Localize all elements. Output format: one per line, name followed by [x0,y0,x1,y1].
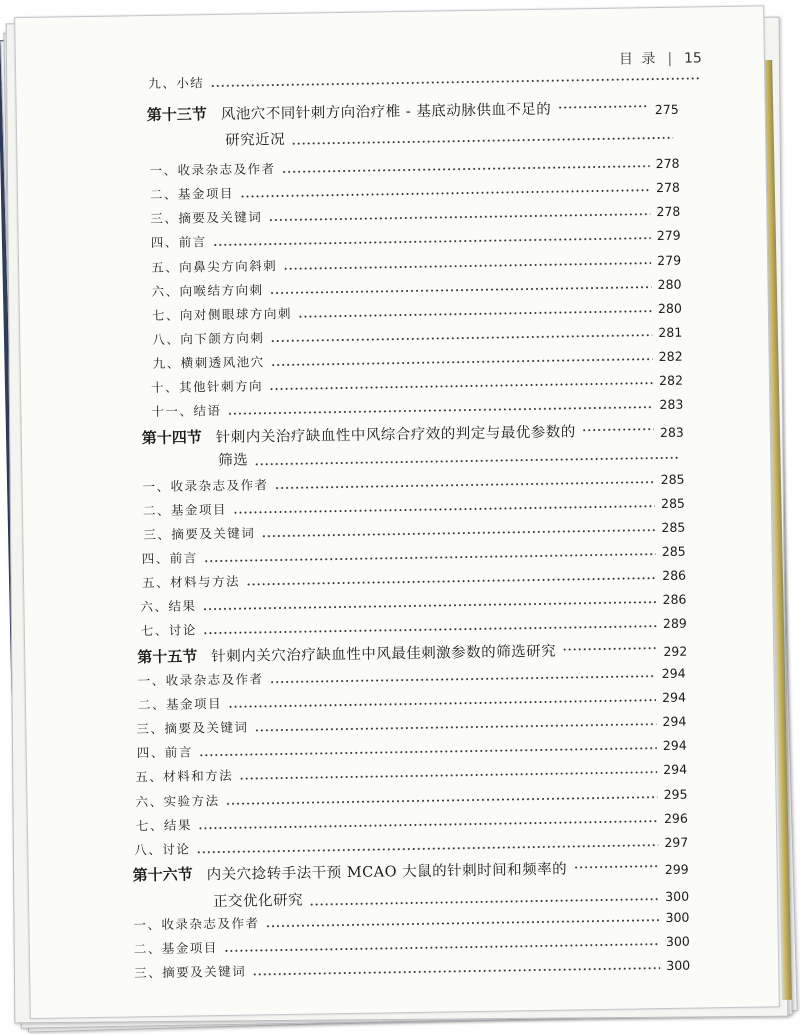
page-number: 299 [664,861,689,878]
toc-entry-row [151,225,681,251]
entry-title: 五、向鼻尖方向斜刺 [151,258,278,276]
page-number: 289 [662,615,687,632]
dot-leader [228,699,656,708]
toc-entry-row [137,663,685,690]
entry-title: 四、前言 [136,744,193,761]
page-number: 294 [661,665,686,682]
toc-entry-row [149,153,679,179]
toc-entry-row [136,711,686,738]
page-number: 285 [661,519,686,536]
page-number: 282 [658,348,683,365]
toc-entry-row [134,931,690,958]
toc-entry-row [151,250,681,276]
page-number: 278 [656,203,681,220]
page-number: 275 [654,101,679,118]
dot-leader [226,796,658,805]
entry-title: 七、讨论 [140,622,197,639]
section-number: 第十四节 [141,428,202,448]
entry-title: 一、收录杂志及作者 [142,477,269,495]
dot-leader [282,165,650,173]
entry-title: 八、向下颌方向刺 [152,330,265,348]
toc-entry-row [135,784,687,811]
toc-entry-row [148,65,706,92]
page-number: 285 [660,471,685,488]
dot-leader [270,286,652,294]
entry-title: 七、向对侧眼球方向刺 [151,305,293,324]
dot-leader [291,137,673,145]
entry-title: 四、前言 [150,234,207,251]
toc-entry-row [138,687,686,714]
dot-leader [203,601,657,610]
dot-leader [196,844,658,853]
toc-entry-row [218,442,684,470]
page-number: 280 [657,276,682,293]
entry-title: 六、向喉结方向刺 [151,282,264,300]
toc-entry-row [136,808,688,835]
entry-title: 八、讨论 [134,841,191,858]
toc-entry-row [134,955,690,982]
entry-title: 九、小结 [148,75,205,92]
dot-leader [254,457,678,466]
page-number: 279 [656,227,681,244]
toc-page [14,5,780,1019]
dot-leader [268,213,650,221]
entry-title: 三、摘要及关键词 [143,525,256,543]
entry-title: 二、基金项目 [133,940,218,957]
page-number: 279 [657,252,682,269]
dot-leader [261,529,655,537]
dot-leader [270,675,656,683]
toc-entry-row [225,122,679,150]
toc-entry-row [152,346,682,372]
page-number: 286 [662,591,687,608]
entry-title: 十一、结语 [151,402,222,420]
dot-leader [227,406,653,415]
entry-title: 一、收录杂志及作者 [133,915,260,933]
dot-leader [582,428,654,431]
dot-leader [198,820,658,829]
section-number: 第十五节 [137,647,198,667]
header-section-title: 目 录 [618,51,658,68]
toc-entry-row [150,177,680,203]
section-number: 第十六节 [132,865,193,885]
section-title-continued: 研究近况 [225,131,286,149]
toc-entry-row [143,517,685,544]
section-title: 针刺内关穴治疗缺血性中风最佳刺激参数的筛选研究 [211,643,557,666]
dot-leader [265,919,659,927]
toc-entry-row [142,469,684,496]
page-number: 294 [663,761,688,778]
page-number: 286 [662,567,687,584]
toc-entry-row [137,735,687,762]
page-number: 285 [661,543,686,560]
dot-leader [233,505,655,514]
dot-leader [199,747,657,756]
page-number: 300 [665,933,690,950]
entry-title: 四、前言 [141,550,198,567]
section-title: 针刺内关治疗缺血性中风综合疗效的判定与最优参数的 [215,424,576,447]
page-number: 278 [655,155,680,172]
page-number: 292 [663,643,688,660]
dot-leader [246,577,656,585]
section-title-continued: 正交优化研究 [212,892,304,911]
entry-title: 五、材料和方法 [135,767,234,785]
page-number: 282 [658,372,684,389]
entry-title: 六、结果 [140,598,197,615]
entry-title: 十、其他针刺方向 [150,378,264,396]
page-number: 283 [659,424,684,441]
dot-leader [562,647,657,650]
dot-leader [283,262,651,270]
toc-entry-row [141,613,687,640]
toc-entry-row [152,322,682,348]
toc-entry-row [143,493,685,520]
page-number: 278 [655,179,681,196]
entry-title: 六、实验方法 [135,793,220,810]
dot-leader [573,865,659,868]
dot-leader [213,237,651,246]
dot-leader [210,77,700,87]
dot-leader [204,553,656,562]
entry-title: 一、收录杂志及作者 [149,161,276,179]
entry-title: 九、横刺透风池穴 [152,354,265,371]
dot-leader [309,898,659,905]
page-number: 300 [665,888,690,905]
page-number: 280 [657,300,682,317]
toc-entry-row [142,565,686,592]
dot-leader [252,967,660,975]
toc-entry-row [140,589,686,616]
toc-section-row [133,856,689,886]
toc-entry-row [150,201,680,227]
toc-section-row [137,638,687,668]
entry-title: 三、摘要及关键词 [136,719,249,737]
toc-entry-row [151,370,683,396]
section-title: 风池穴不同针刺方向治疗椎 - 基底动脉供血不足的 [220,101,552,123]
entry-title: 二、基金项目 [137,695,223,713]
dot-leader [275,481,655,489]
toc-entry-row [135,759,687,786]
page-number: 294 [661,689,687,706]
page-number: 294 [662,737,687,754]
entry-title: 三、摘要及关键词 [150,209,263,227]
page-number: 283 [659,396,684,413]
entry-title: 二、基金项目 [142,501,228,519]
toc-entry-row [151,274,681,300]
dot-leader [269,382,653,390]
page-number: 297 [664,834,689,851]
page-number: 281 [658,324,683,341]
page-number: 285 [660,495,686,512]
page-number: 295 [663,786,688,803]
dot-leader [298,310,652,318]
toc-section-row [147,96,679,125]
entry-title: 五、材料与方法 [141,573,241,591]
page-number: 300 [665,909,690,926]
header-separator: | [667,50,675,67]
toc-entry-row [134,832,688,859]
page-number: 296 [663,810,688,827]
dot-leader [557,105,649,108]
dot-leader [240,189,650,197]
header-page-number: 15 [683,50,703,67]
dot-leader [224,943,660,952]
section-title: 内关穴捻转手法干预 MCAO 大鼠的针刺时间和频率的 [206,861,568,884]
toc-entry-row [151,394,683,420]
dot-leader [239,771,657,780]
entry-title: 七、结果 [135,817,193,834]
dot-leader [270,334,652,342]
section-number: 第十三节 [146,105,207,125]
table-of-contents [15,6,779,1018]
entry-title: 一、收录杂志及作者 [137,671,264,689]
dot-leader [271,358,653,366]
entry-title: 二、基金项目 [149,185,235,203]
page-number: 300 [666,957,691,974]
dot-leader [254,723,656,731]
page-number: 294 [662,713,687,730]
dot-leader [203,625,657,634]
section-title-continued: 筛选 [218,452,249,469]
toc-entry-row [142,541,686,568]
entry-title: 三、摘要及关键词 [134,963,247,981]
toc-entry-row [152,298,682,324]
